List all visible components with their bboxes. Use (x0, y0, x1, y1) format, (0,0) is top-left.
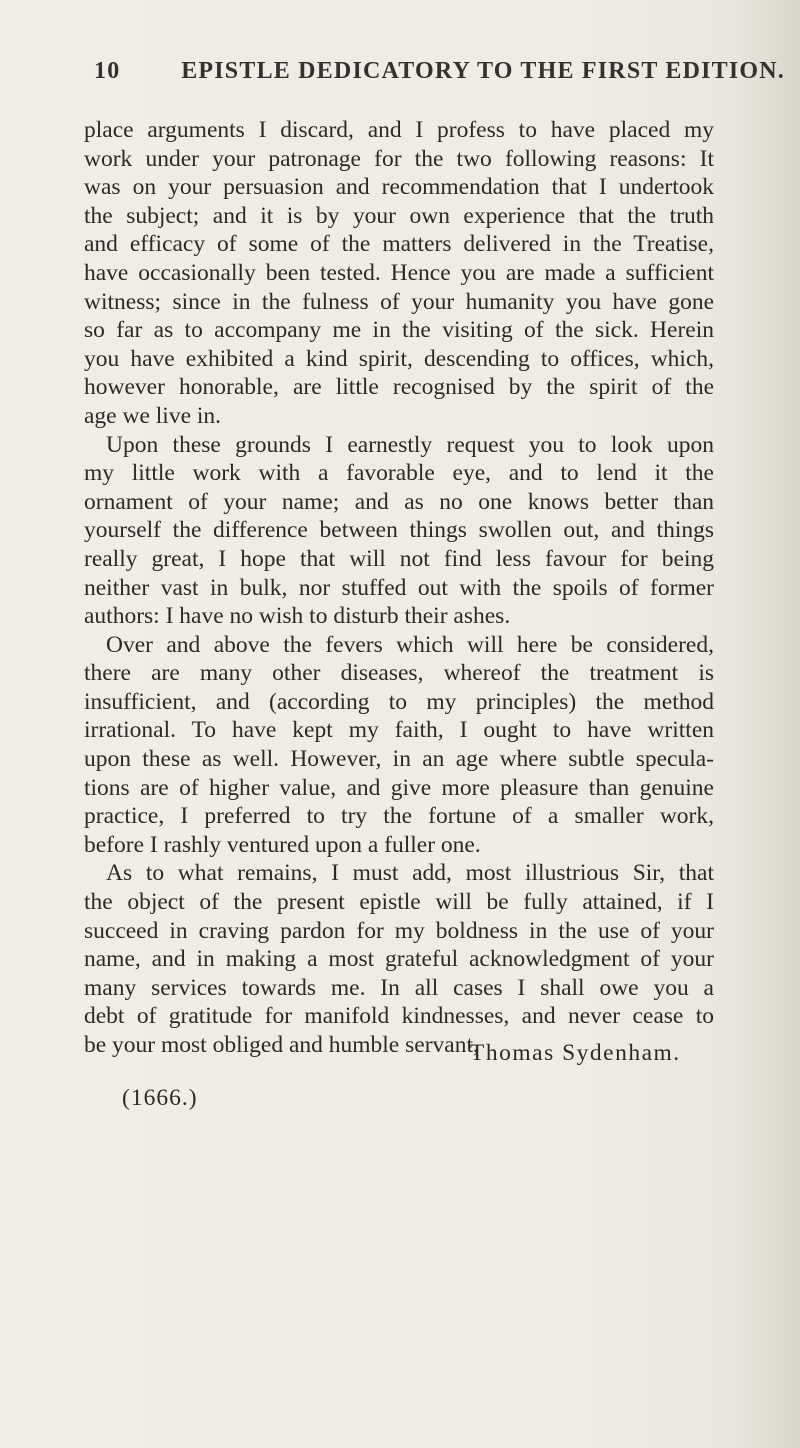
text-line: the subject; and it is by your own experience that the truth (84, 202, 714, 229)
author-signature: Thomas Sydenham. (470, 1040, 681, 1066)
text-line: debt of gratitude for manifold kindnesses, and never cease to (84, 1003, 714, 1030)
text-line: many services towards me. In all cases I shall owe you a (84, 974, 714, 1001)
text-line: yourself the difference between things swollen out, and things (84, 517, 714, 544)
page-number: 10 (94, 58, 121, 84)
text-line: irrational. To have kept my faith, I ought to have written (84, 717, 714, 744)
text-line: have occasionally been tested. Hence you are made a sufficient (84, 259, 714, 286)
text-line: and efficacy of some of the matters delivered in the Treatise, (84, 231, 714, 258)
text-line: neither vast in bulk, nor stuffed out with the spoils of former (84, 574, 714, 601)
text-line: age we live in. (84, 402, 222, 429)
text-line: witness; since in the fulness of your humanity you have gone (84, 288, 714, 315)
text-line: work under your patronage for the two following reasons: It (84, 145, 714, 172)
text-line: Upon these grounds I earnestly request you to look upon (106, 431, 714, 458)
text-line: there are many other diseases, whereof the treatment is (84, 660, 714, 687)
text-line: really great, I hope that will not find less favour for being (84, 545, 714, 572)
text-line: succeed in craving pardon for my boldness in the use of your (84, 917, 714, 944)
text-line: name, and in making a most grateful acknowledgment of your (84, 946, 714, 973)
text-line: so far as to accompany me in the visiting of the sick. Herein (84, 317, 714, 344)
text-line: As to what remains, I must add, most illustrious Sir, that (106, 860, 714, 887)
text-line: upon these as well. However, in an age where subtle specula- (84, 746, 714, 773)
text-line: be your most obliged and humble servant, (84, 1032, 479, 1058)
text-line: my little work with a favorable eye, and to lend it the (84, 460, 714, 487)
text-line: ornament of your name; and as no one knows better than (84, 488, 714, 515)
text-line: tions are of higher value, and give more pleasure than genuine (84, 774, 714, 801)
text-line: however honorable, are little recognised by the spirit of the (84, 374, 714, 401)
text-line: insufficient, and (according to my principles) the method (84, 688, 714, 715)
running-title: EPISTLE DEDICATORY TO THE FIRST EDITION. (181, 58, 785, 84)
date-line: (1666.) (122, 1085, 198, 1111)
body-text (84, 116, 714, 1060)
page-header (94, 58, 785, 98)
text-line: you have exhibited a kind spirit, descending to offices, which, (84, 345, 714, 372)
text-line: practice, I preferred to try the fortune of a smaller work, (84, 803, 714, 830)
text-line: the object of the present epistle will be fully attained, if I (84, 889, 714, 916)
text-line: was on your persuasion and recommendation that I undertook (84, 174, 714, 201)
text-line: place arguments I discard, and I profess to have placed my (84, 117, 714, 143)
text-line: authors: I have no wish to disturb their ashes. (84, 603, 511, 630)
text-line: before I rashly ventured upon a fuller one. (84, 831, 481, 858)
text-line: Over and above the fevers which will here be considered, (106, 631, 714, 658)
